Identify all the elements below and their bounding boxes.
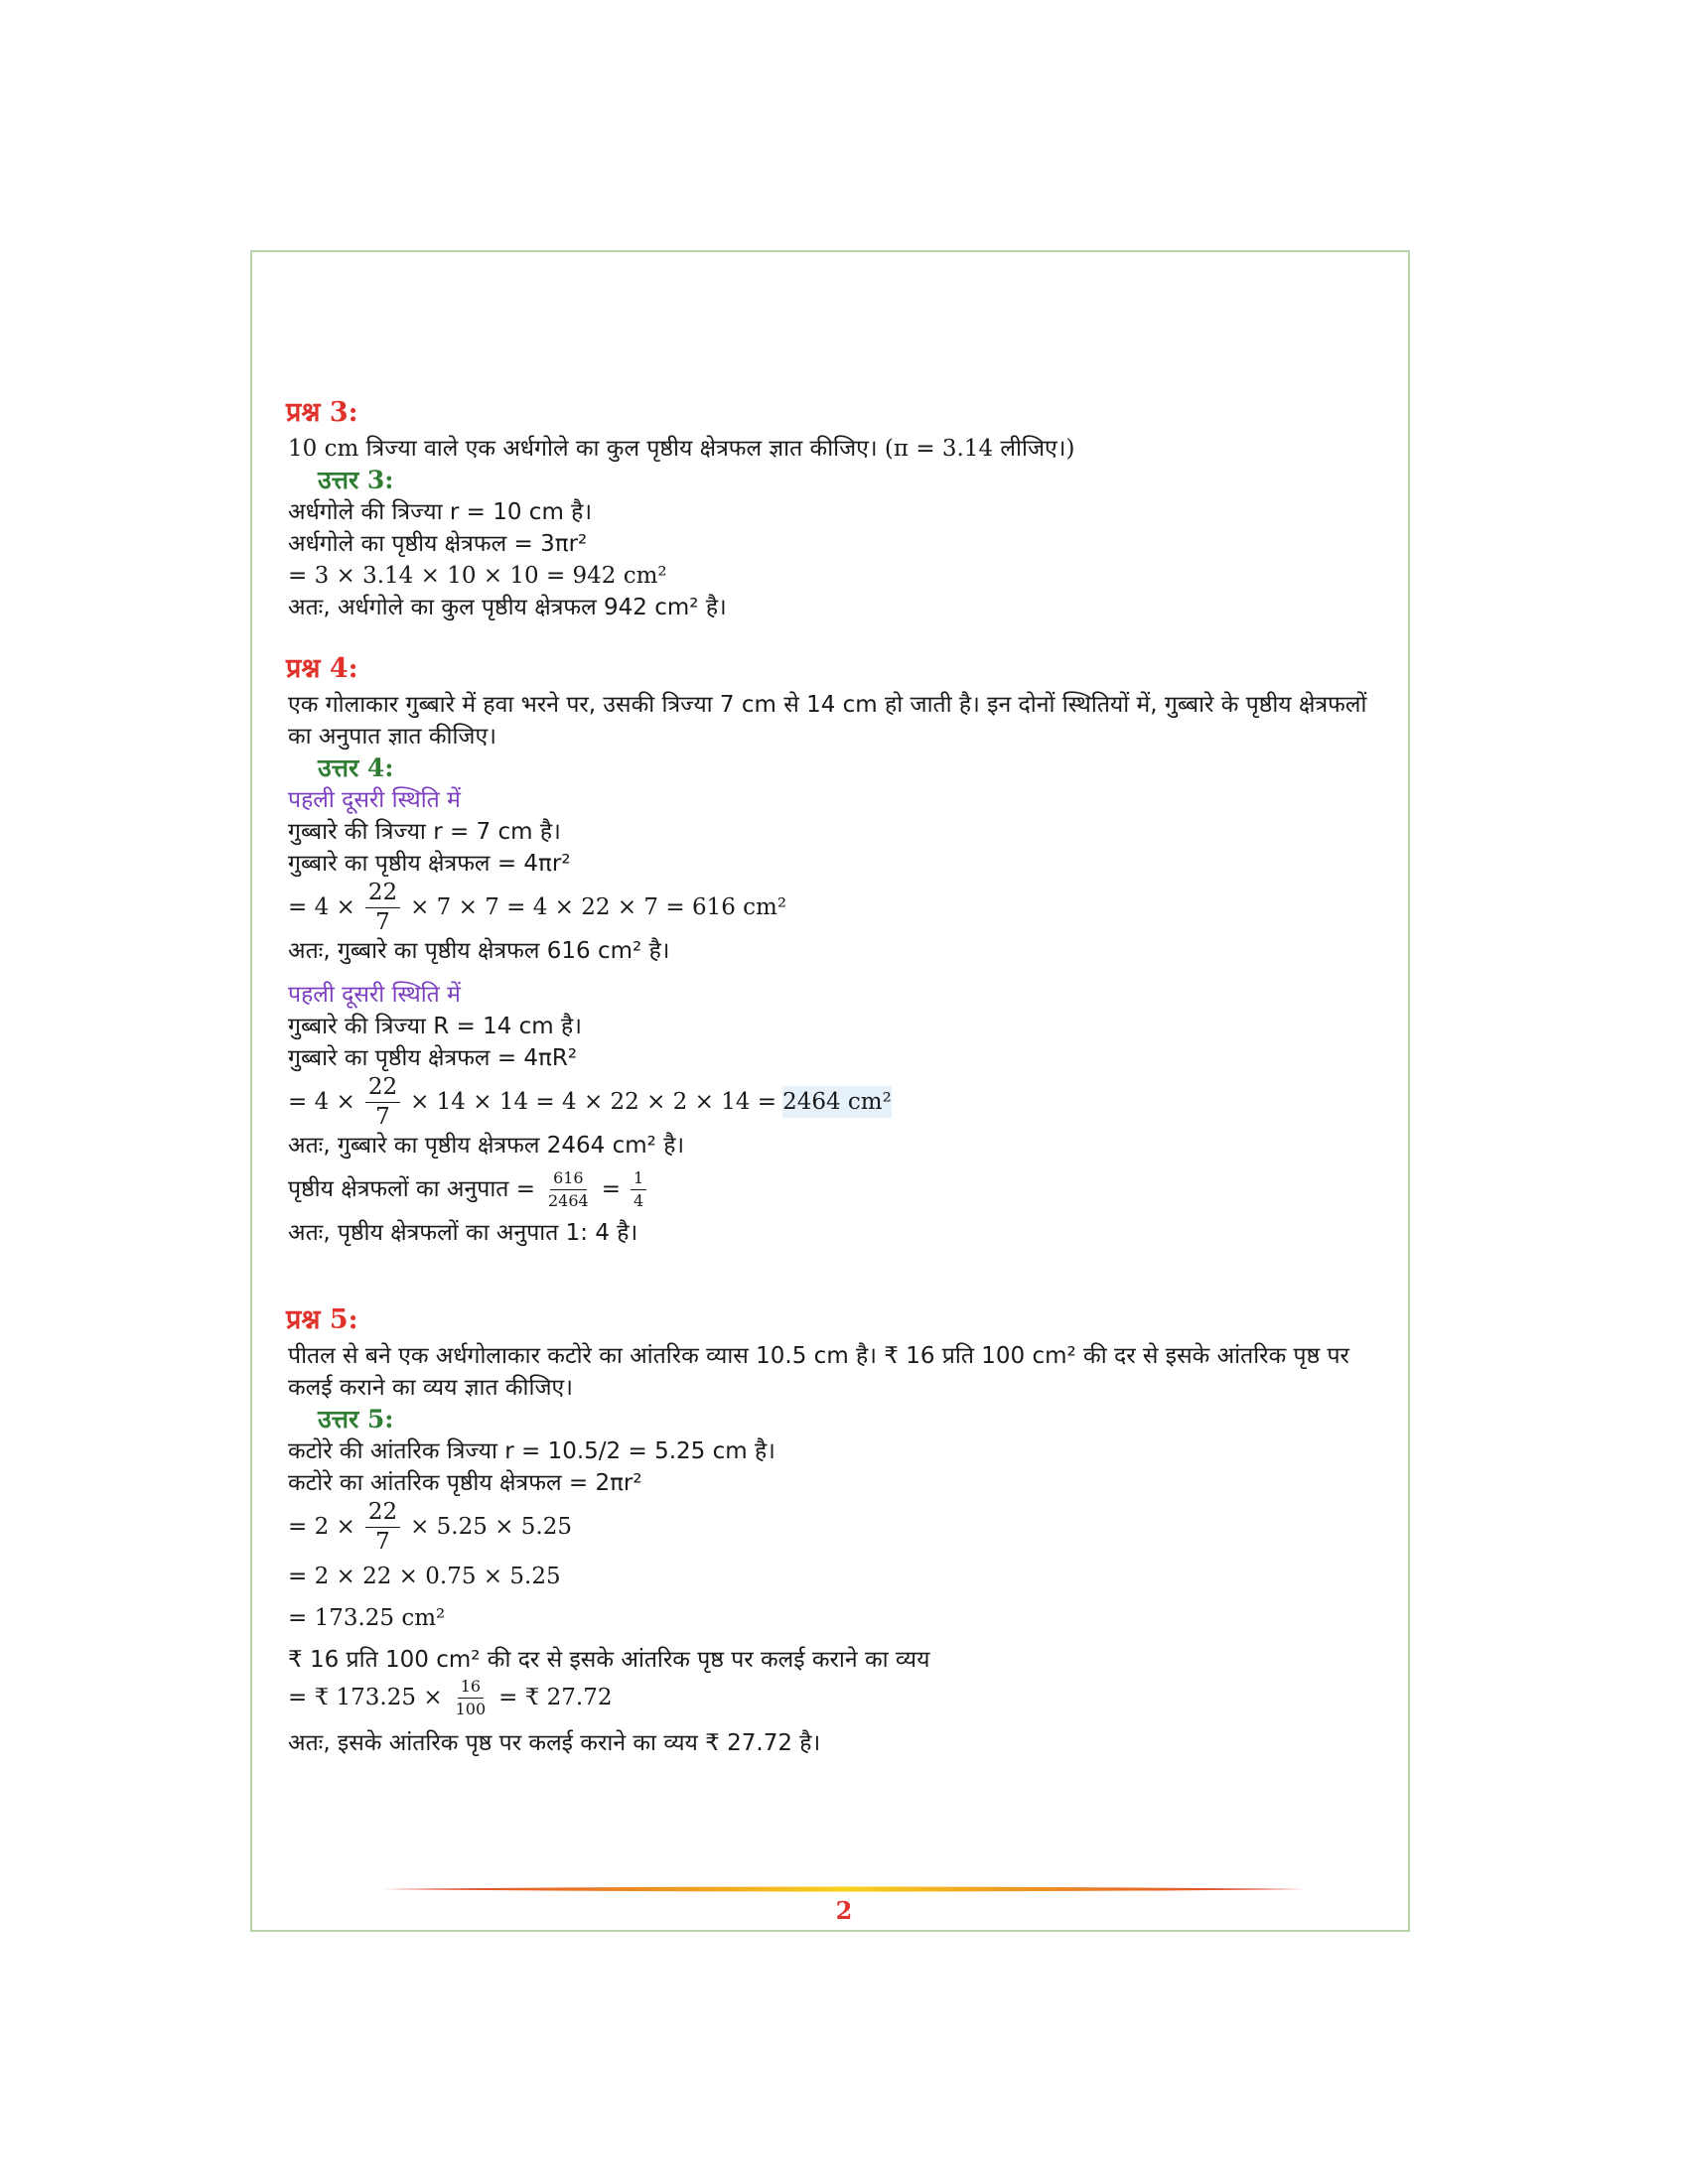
ratio-fraction-2 — [631, 1167, 646, 1210]
answer-4-heading: उत्तर 4: — [318, 753, 394, 782]
case-1-fraction-denominator: 7 — [375, 908, 390, 935]
case-2-eq-pre: = 4 × — [288, 1089, 355, 1115]
answer-3-conclusion: अतः, अर्धगोले का कुल पृष्ठीय क्षेत्रफल 942 cm² है। — [288, 595, 727, 620]
answer-5-eq-post: × 5.25 × 5.25 — [410, 1514, 572, 1540]
answer-5-line-1: कटोरे की आंतरिक त्रिज्या r = 10.5/2 = 5.25 cm है। — [288, 1438, 775, 1464]
case-2-title: पहली दूसरी स्थिति में — [288, 982, 461, 1008]
answer-5-equation — [288, 1499, 1390, 1555]
ratio-equation — [288, 1161, 1390, 1217]
case-1-fraction-numerator: 22 — [365, 882, 400, 908]
case-2-line-1: गुब्बारे की त्रिज्या R = 14 cm है। — [288, 1014, 582, 1039]
question-5-text: पीतल से बने एक अर्धगोलाकार कटोरे का आंतरिक व्यास 10.5 cm है। ₹ 16 प्रति 100 cm² की दर से इसके आंतरिक पृष्ठ पर कलई कराने का व्यय ज्ञात कीजिए। — [288, 1343, 1349, 1401]
case-2-eq-post: × 14 × 14 = 4 × 22 × 2 × 14 = — [410, 1089, 777, 1115]
answer-5-line-2: कटोरे का आंतरिक पृष्ठीय क्षेत्रफल = 2πr² — [288, 1470, 642, 1496]
question-3-heading: प्रश्न 3: — [286, 397, 358, 428]
case-2-fraction — [365, 1073, 400, 1130]
case-2-fraction-denominator: 7 — [375, 1103, 390, 1130]
question-4-text: एक गोलाकार गुब्बारे में हवा भरने पर, उसकी त्रिज्या 7 cm से 14 cm हो जाती है। इन दोनों स्थितियों में, गुब्बारे के पृष्ठीय क्षेत्रफलों का अनुपात ज्ञात कीजिए। — [288, 692, 1367, 750]
answer-5-line-3: = 2 × 22 × 0.75 × 5.25 — [288, 1564, 561, 1589]
case-2-equation — [288, 1074, 1390, 1130]
case-1-line-2: गुब्बारे का पृष्ठीय क्षेत्रफल = 4πr² — [288, 851, 571, 877]
case-2-fraction-numerator: 22 — [365, 1076, 400, 1103]
case-1-eq-pre: = 4 × — [288, 894, 355, 920]
cost-fraction-denominator: 100 — [455, 1699, 487, 1718]
case-2-eq-result: 2464 cm² — [782, 1086, 892, 1118]
question-3-text: 10 cm त्रिज्या वाले एक अर्धगोले का कुल पृष्ठीय क्षेत्रफल ज्ञात कीजिए। (π = 3.14 लीजिए।) — [288, 436, 1075, 462]
case-1-title: पहली दूसरी स्थिति में — [288, 787, 461, 813]
answer-3-heading: उत्तर 3: — [318, 466, 394, 494]
answer-5-heading: उत्तर 5: — [318, 1405, 394, 1433]
case-1-fraction — [365, 879, 400, 935]
cost-eq-pre: = ₹ 173.25 × — [288, 1685, 443, 1710]
question-5-heading: प्रश्न 5: — [286, 1304, 358, 1335]
page-content — [288, 397, 1390, 1759]
question-4-heading: प्रश्न 4: — [286, 653, 358, 684]
cost-eq-post: = ₹ 27.72 — [498, 1685, 613, 1710]
ratio-fraction-1-denominator: 2464 — [547, 1190, 589, 1210]
ratio-label: पृष्ठीय क्षेत्रफलों का अनुपात = — [288, 1176, 535, 1202]
answer-3-line-3: = 3 × 3.14 × 10 × 10 = 942 cm² — [288, 563, 667, 589]
case-2-line-2: गुब्बारे का पृष्ठीय क्षेत्रफल = 4πR² — [288, 1045, 578, 1071]
case-1-equation — [288, 880, 1390, 935]
page-number: 2 — [835, 1896, 853, 1925]
case-1-eq-post: × 7 × 7 = 4 × 22 × 7 = 616 cm² — [410, 894, 787, 920]
ratio-equals: = — [601, 1176, 621, 1202]
ratio-fraction-2-numerator: 1 — [631, 1170, 646, 1190]
answer-5-conclusion: अतः, इसके आंतरिक पृष्ठ पर कलई कराने का व्यय ₹ 27.72 है। — [288, 1730, 821, 1756]
answer-5-fraction-denominator: 7 — [375, 1528, 390, 1555]
footer-divider — [382, 1886, 1306, 1892]
ratio-fraction-1-numerator: 616 — [550, 1170, 587, 1190]
case-1-line-1: गुब्बारे की त्रिज्या r = 7 cm है। — [288, 819, 561, 845]
answer-5-line-4: = 173.25 cm² — [288, 1605, 446, 1631]
cost-fraction-numerator: 16 — [458, 1679, 484, 1699]
ratio-fraction-2-denominator: 4 — [633, 1190, 644, 1210]
answer-5-eq-pre: = 2 × — [288, 1514, 355, 1540]
cost-equation — [288, 1676, 1390, 1719]
case-1-conclusion: अतः, गुब्बारे का पृष्ठीय क्षेत्रफल 616 cm² है। — [288, 938, 670, 964]
case-2-conclusion: अतः, गुब्बारे का पृष्ठीय क्षेत्रफल 2464 cm² है। — [288, 1133, 685, 1159]
answer-3-line-1: अर्धगोले की त्रिज्या r = 10 cm है। — [288, 499, 593, 525]
answer-5-fraction — [365, 1498, 400, 1555]
answer-5-fraction-numerator: 22 — [365, 1501, 400, 1528]
answer-5-line-5: ₹ 16 प्रति 100 cm² की दर से इसके आंतरिक पृष्ठ पर कलई कराने का व्यय — [288, 1647, 930, 1673]
ratio-conclusion: अतः, पृष्ठीय क्षेत्रफलों का अनुपात 1: 4 है। — [288, 1220, 638, 1246]
cost-fraction — [453, 1676, 490, 1718]
answer-3-line-2: अर्धगोले का पृष्ठीय क्षेत्रफल = 3πr² — [288, 531, 588, 557]
ratio-fraction-1 — [545, 1167, 592, 1210]
